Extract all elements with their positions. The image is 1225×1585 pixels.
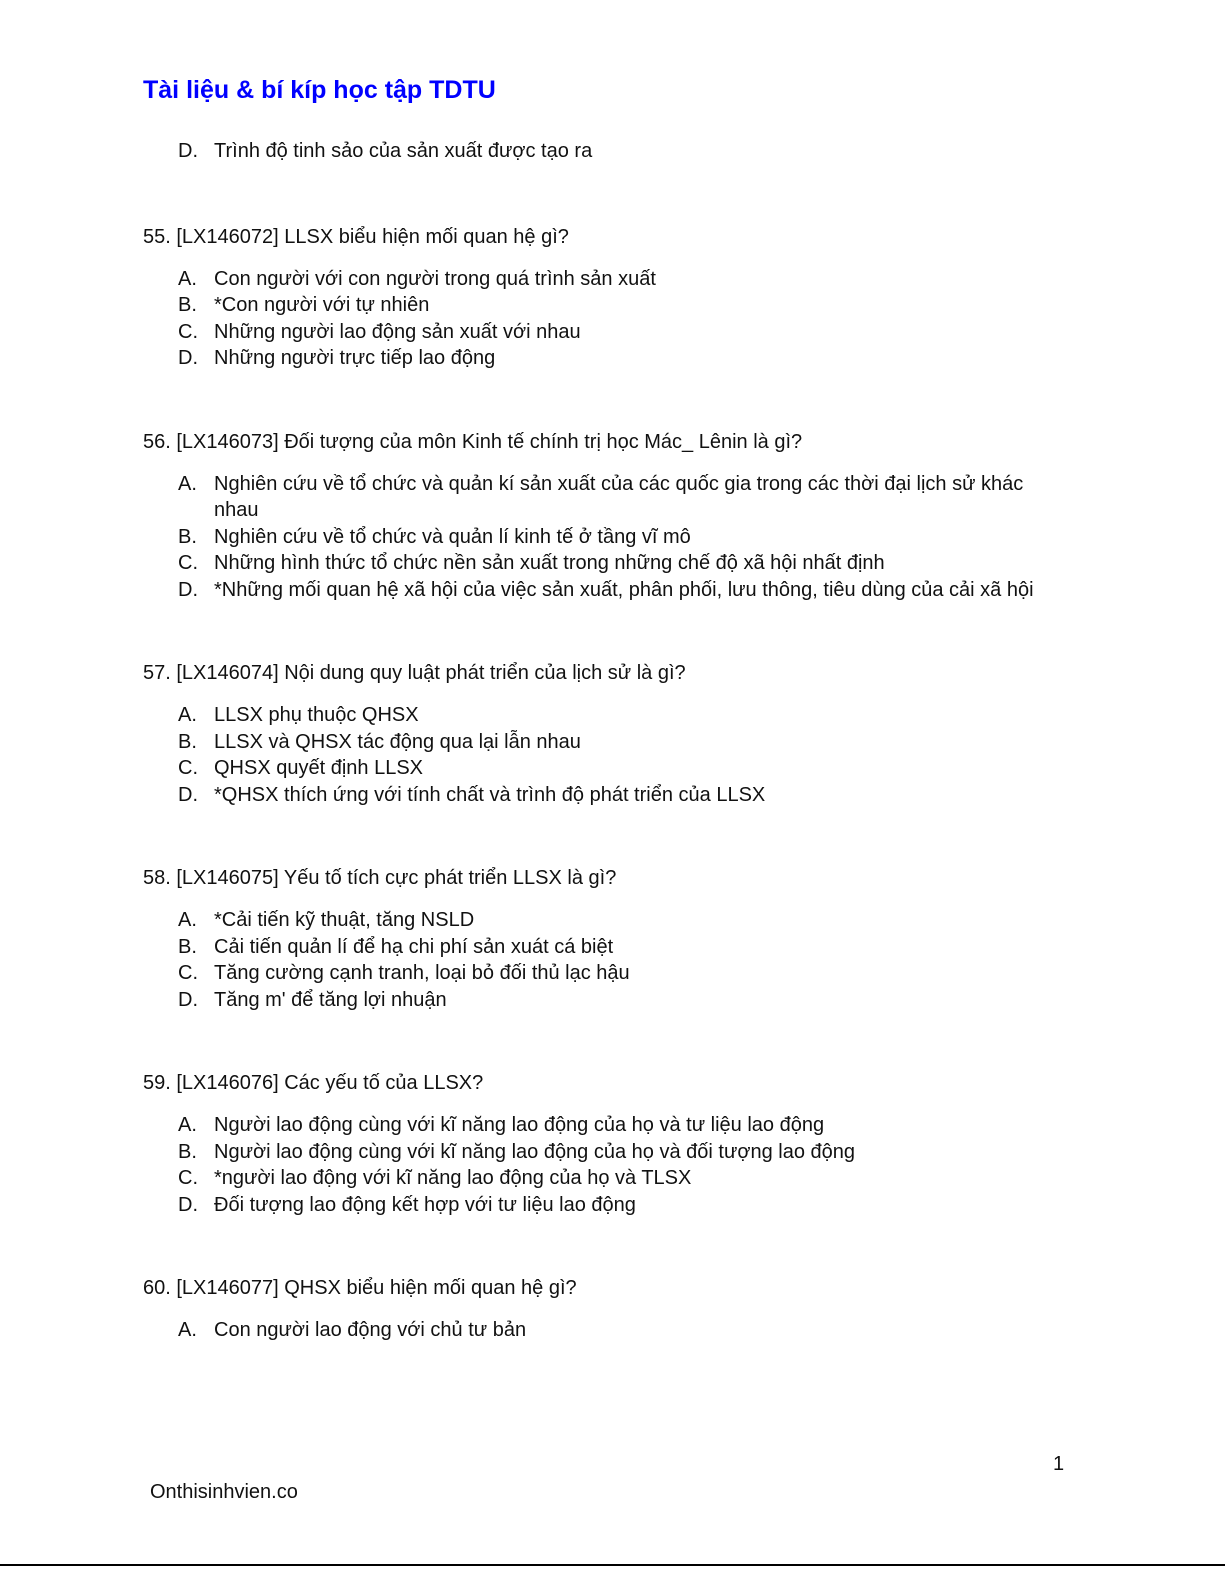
document-header-title: Tài liệu & bí kíp học tập TDTU — [143, 76, 496, 104]
option-item — [143, 266, 1063, 293]
option-letter: B. — [178, 294, 197, 316]
option-item — [143, 1139, 1063, 1166]
option-letter: B. — [178, 730, 197, 753]
option-item — [143, 345, 1063, 372]
footer-site: Onthisinhvien.co — [150, 1481, 298, 1503]
option-letter: A. — [178, 472, 197, 495]
option-item — [143, 577, 1063, 604]
option-text: Người lao động cùng với kĩ năng lao động của họ và tư liệu lao động — [214, 1114, 825, 1136]
question-60 — [143, 1275, 1063, 1344]
question-options — [143, 907, 1063, 1013]
option-text: LLSX phụ thuộc QHSX — [214, 704, 419, 726]
question-56 — [143, 429, 1063, 604]
option-letter: A. — [178, 704, 197, 726]
option-item — [143, 1165, 1063, 1192]
option-letter: A. — [178, 1114, 197, 1136]
option-text: Nghiên cứu về tổ chức và quản kí sản xuất của các quốc gia trong các thời đại lịch sử khác nhau — [214, 472, 1024, 521]
option-text: QHSX quyết định LLSX — [214, 757, 424, 779]
option-letter: C. — [178, 552, 198, 574]
option-item — [143, 550, 1063, 577]
question-options — [143, 1112, 1063, 1218]
question-59 — [143, 1070, 1063, 1218]
option-text: Cải tiến quản lí để hạ chi phí sản xuát cá biệt — [214, 935, 614, 958]
page-bottom-border — [0, 1564, 1225, 1566]
option-letter: B. — [178, 525, 197, 548]
option-item — [143, 471, 1063, 524]
option-letter: A. — [178, 267, 197, 290]
question-options — [143, 702, 1063, 808]
option-text: Nghiên cứu về tổ chức và quản lí kinh tế ở tầng vĩ mô — [214, 525, 691, 548]
option-letter: C. — [178, 962, 198, 984]
question-options — [143, 266, 1063, 372]
question-title: 56. [LX146073] Đối tượng của môn Kinh tế chính trị học Mác_ Lênin là gì? — [143, 430, 803, 453]
page-number: 1 — [1053, 1453, 1065, 1475]
option-item — [143, 319, 1063, 346]
option-text: Đối tượng lao động kết hợp với tư liệu lao động — [214, 1193, 636, 1216]
question-options — [143, 471, 1063, 604]
option-text: *người lao động với kĩ năng lao động của họ và TLSX — [214, 1167, 692, 1189]
option-text: *Những mối quan hệ xã hội của việc sản xuất, phân phối, lưu thông, tiêu dùng của cải xã hội — [214, 578, 1034, 601]
option-text: Tăng m' để tăng lợi nhuận — [214, 988, 447, 1011]
option-letter: D. — [178, 783, 198, 806]
option-text: Người lao động cùng với kĩ năng lao động của họ và đối tượng lao động — [214, 1140, 855, 1163]
option-text: *QHSX thích ứng với tính chất và trình độ phát triển của LLSX — [214, 783, 766, 806]
option-letter: A. — [178, 1319, 197, 1341]
option-text: Những người trực tiếp lao động — [214, 347, 496, 369]
option-letter: C. — [178, 320, 198, 343]
question-55 — [143, 224, 1063, 372]
question-title: 60. [LX146077] QHSX biểu hiện mối quan hệ gì? — [143, 1277, 577, 1299]
carryover-options — [143, 138, 1063, 165]
option-letter: D. — [178, 140, 198, 162]
option-item — [143, 1317, 1063, 1344]
option-item — [143, 934, 1063, 961]
option-item — [143, 702, 1063, 729]
option-text: Những hình thức tổ chức nền sản xuất trong những chế độ xã hội nhất định — [214, 552, 885, 574]
question-57 — [143, 660, 1063, 808]
option-item — [143, 755, 1063, 782]
option-item — [143, 960, 1063, 987]
option-item — [143, 987, 1063, 1014]
option-text: Con người lao động với chủ tư bản — [214, 1319, 527, 1341]
option-letter: D. — [178, 578, 198, 601]
option-item — [143, 1192, 1063, 1219]
question-title: 58. [LX146075] Yếu tố tích cực phát triển LLSX là gì? — [143, 867, 617, 889]
question-title: 55. [LX146072] LLSX biểu hiện mối quan hệ gì? — [143, 225, 569, 248]
option-item — [143, 782, 1063, 809]
option-letter: D. — [178, 1193, 198, 1216]
option-letter: D. — [178, 347, 198, 369]
option-text: LLSX và QHSX tác động qua lại lẫn nhau — [214, 730, 581, 753]
option-item — [143, 292, 1063, 319]
question-title: 59. [LX146076] Các yếu tố của LLSX? — [143, 1072, 484, 1094]
option-text: Con người với con người trong quá trình sản xuất — [214, 267, 656, 290]
option-text: Những người lao động sản xuất với nhau — [214, 320, 581, 343]
option-item — [143, 138, 1063, 165]
option-text: Trình độ tinh sảo của sản xuất được tạo ra — [214, 140, 593, 162]
option-letter: B. — [178, 1140, 197, 1163]
option-text: *Con người với tự nhiên — [214, 294, 430, 316]
option-text: *Cải tiến kỹ thuật, tăng NSLD — [214, 909, 475, 931]
option-item — [143, 907, 1063, 934]
option-letter: B. — [178, 935, 197, 958]
question-options — [143, 1317, 1063, 1344]
question-list — [143, 138, 1063, 1344]
option-letter: A. — [178, 909, 197, 931]
option-item — [143, 524, 1063, 551]
option-item — [143, 729, 1063, 756]
option-letter: C. — [178, 1167, 198, 1189]
question-58 — [143, 865, 1063, 1013]
option-letter: D. — [178, 988, 198, 1011]
option-letter: C. — [178, 757, 198, 779]
question-title: 57. [LX146074] Nội dung quy luật phát triển của lịch sử là gì? — [143, 662, 686, 684]
option-item — [143, 1112, 1063, 1139]
option-text: Tăng cường cạnh tranh, loại bỏ đối thủ lạc hậu — [214, 962, 630, 984]
